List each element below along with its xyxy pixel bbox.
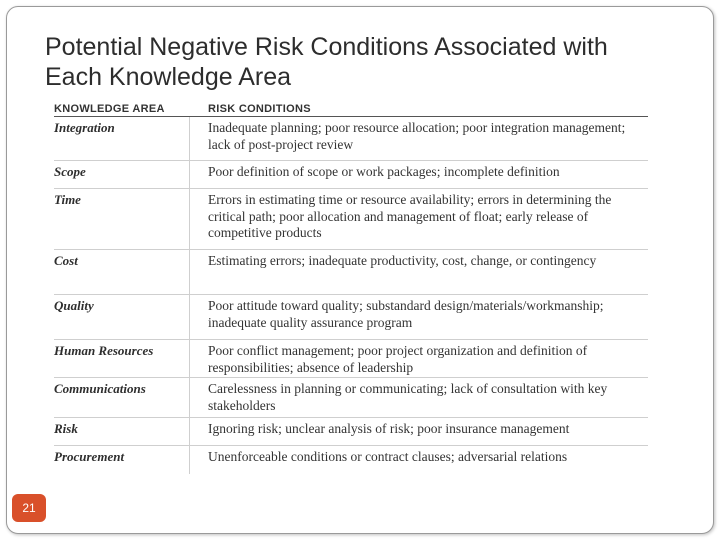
knowledge-area-cell: Integration — [54, 120, 115, 135]
risk-conditions-cell: Estimating errors; inadequate productivity, cost, change, or contingency — [208, 253, 597, 268]
page-number: 21 — [22, 501, 36, 515]
slide-title-line-2: Each Knowledge Area — [45, 63, 292, 91]
table-row — [54, 161, 648, 189]
knowledge-area-cell: Scope — [54, 164, 86, 179]
risk-conditions-cell: Errors in estimating time or resource availability; errors in determining the critical path; poor allocation and management of float; early release of competitive products — [208, 192, 612, 240]
risk-conditions-table — [54, 103, 648, 474]
risk-conditions-cell: Poor definition of scope or work packages; incomplete definition — [208, 164, 560, 179]
risk-conditions-cell: Inadequate planning; poor resource allocation; poor integration management; lack of post-project review — [208, 120, 626, 152]
table-row — [54, 189, 648, 250]
knowledge-area-cell: Procurement — [54, 449, 125, 464]
risk-conditions-cell: Ignoring risk; unclear analysis of risk; poor insurance management — [208, 421, 570, 436]
table-row — [54, 340, 648, 378]
slide-title — [45, 32, 695, 92]
knowledge-area-cell: Cost — [54, 253, 78, 268]
table-row — [54, 446, 648, 474]
header-knowledge-area: KNOWLEDGE AREA — [54, 103, 165, 115]
table-row — [54, 295, 648, 340]
risk-conditions-cell: Carelessness in planning or communicating; lack of consultation with key stakeholders — [208, 381, 608, 413]
risk-conditions-cell: Poor attitude toward quality; substandard design/materials/workmanship; inadequate quality assurance program — [208, 298, 604, 330]
knowledge-area-cell: Quality — [54, 298, 94, 313]
risk-conditions-cell: Poor conflict management; poor project organization and definition of responsibilities; absence of leadership — [208, 343, 588, 375]
table-row — [54, 418, 648, 446]
knowledge-area-cell: Risk — [54, 421, 78, 436]
knowledge-area-cell: Human Resources — [54, 343, 154, 358]
header-risk-conditions: RISK CONDITIONS — [208, 103, 311, 115]
table-row — [54, 378, 648, 418]
table-row — [54, 250, 648, 295]
table-row — [54, 117, 648, 161]
page-number-badge — [12, 494, 46, 522]
slide-title-line-1: Potential Negative Risk Conditions Associated with — [45, 33, 608, 61]
risk-conditions-cell: Unenforceable conditions or contract clauses; adversarial relations — [208, 449, 568, 464]
knowledge-area-cell: Time — [54, 192, 81, 207]
table-header — [54, 103, 648, 117]
knowledge-area-cell: Communications — [54, 381, 146, 396]
